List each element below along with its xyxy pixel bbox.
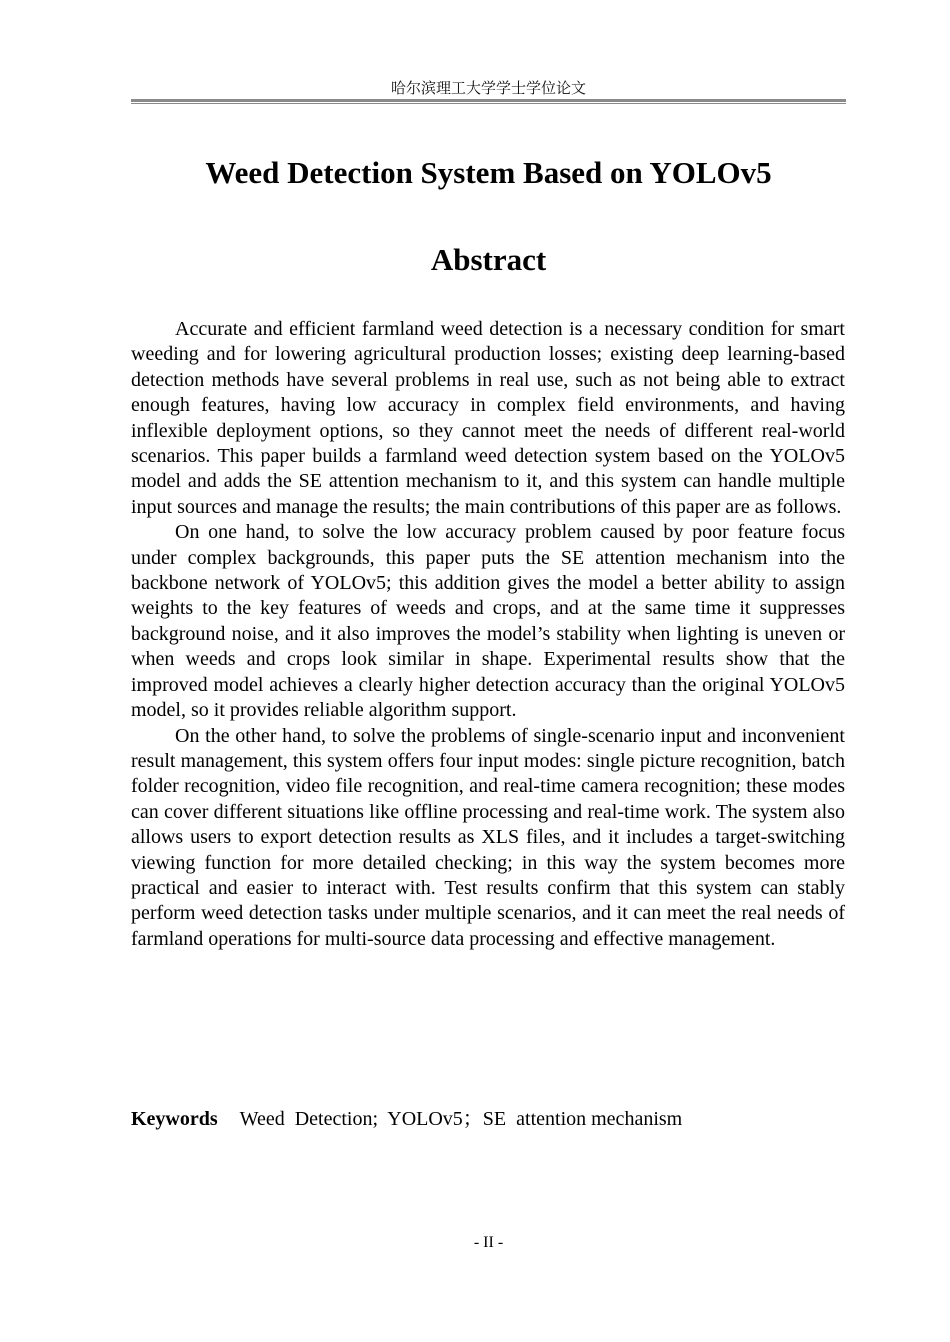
keywords-text: Weed Detection; YOLOv5；SE attention mechanism [239, 1108, 683, 1130]
abstract-heading: Abstract [430, 242, 547, 277]
header-rule [131, 99, 846, 102]
abstract-paragraph-3: On the other hand, to solve the problems of single-scenario input and inconvenient result management, this system offers four input modes: single picture recognition, batch folder recognition, video file recognition, and real-time camera recognition; these modes can cover different situations like offline processing and real-time work. The system also allows users to export detection results as XLS files, and it includes a target-switching viewing function for more detailed checking; in this way the system becomes more practical and easier to interact with. Test results confirm that this system can stably perform weed detection tasks under multiple scenarios, and it can meet the real needs of farmland operations for multi-source data processing and effective management. [131, 724, 845, 950]
abstract-body [131, 317, 845, 952]
keywords-label: Keywords [131, 1108, 218, 1130]
running-header: 哈尔滨理工大学学士学位论文 [390, 79, 586, 97]
header-rule-secondary [131, 103, 846, 104]
keywords-line [131, 1106, 846, 1132]
paper-title: Weed Detection System Based on YOLOv5 [205, 155, 772, 190]
page-number: - II - [473, 1234, 504, 1251]
abstract-paragraph-2: On one hand, to solve the low accuracy problem caused by poor feature focus under complex backgrounds, this paper puts the SE attention mechanism into the backbone network of YOLOv5; this addition gives the model a better ability to assign weights to the key features of weeds and crops, and at the same time it suppresses background noise, and it also improves the model’s stability when lighting is uneven or when weeds and crops look similar in shape. Experimental results show that the improved model achieves a clearly higher detection accuracy than the original YOLOv5 model, so it provides reliable algorithm support. [131, 521, 845, 722]
abstract-paragraph-1: Accurate and efficient farmland weed detection is a necessary condition for smart weeding and for lowering agricultural production losses; existing deep learning-based detection methods have several problems in real use, such as not being able to extract enough features, having low accuracy in complex field environments, and having inflexible deployment options, so they cannot meet the needs of different real-world scenarios. This paper builds a farmland weed detection system based on the YOLOv5 model and adds the SE attention mechanism to it, and this system can handle multiple input sources and manage the results; the main contributions of this paper are as follows. [131, 318, 845, 518]
